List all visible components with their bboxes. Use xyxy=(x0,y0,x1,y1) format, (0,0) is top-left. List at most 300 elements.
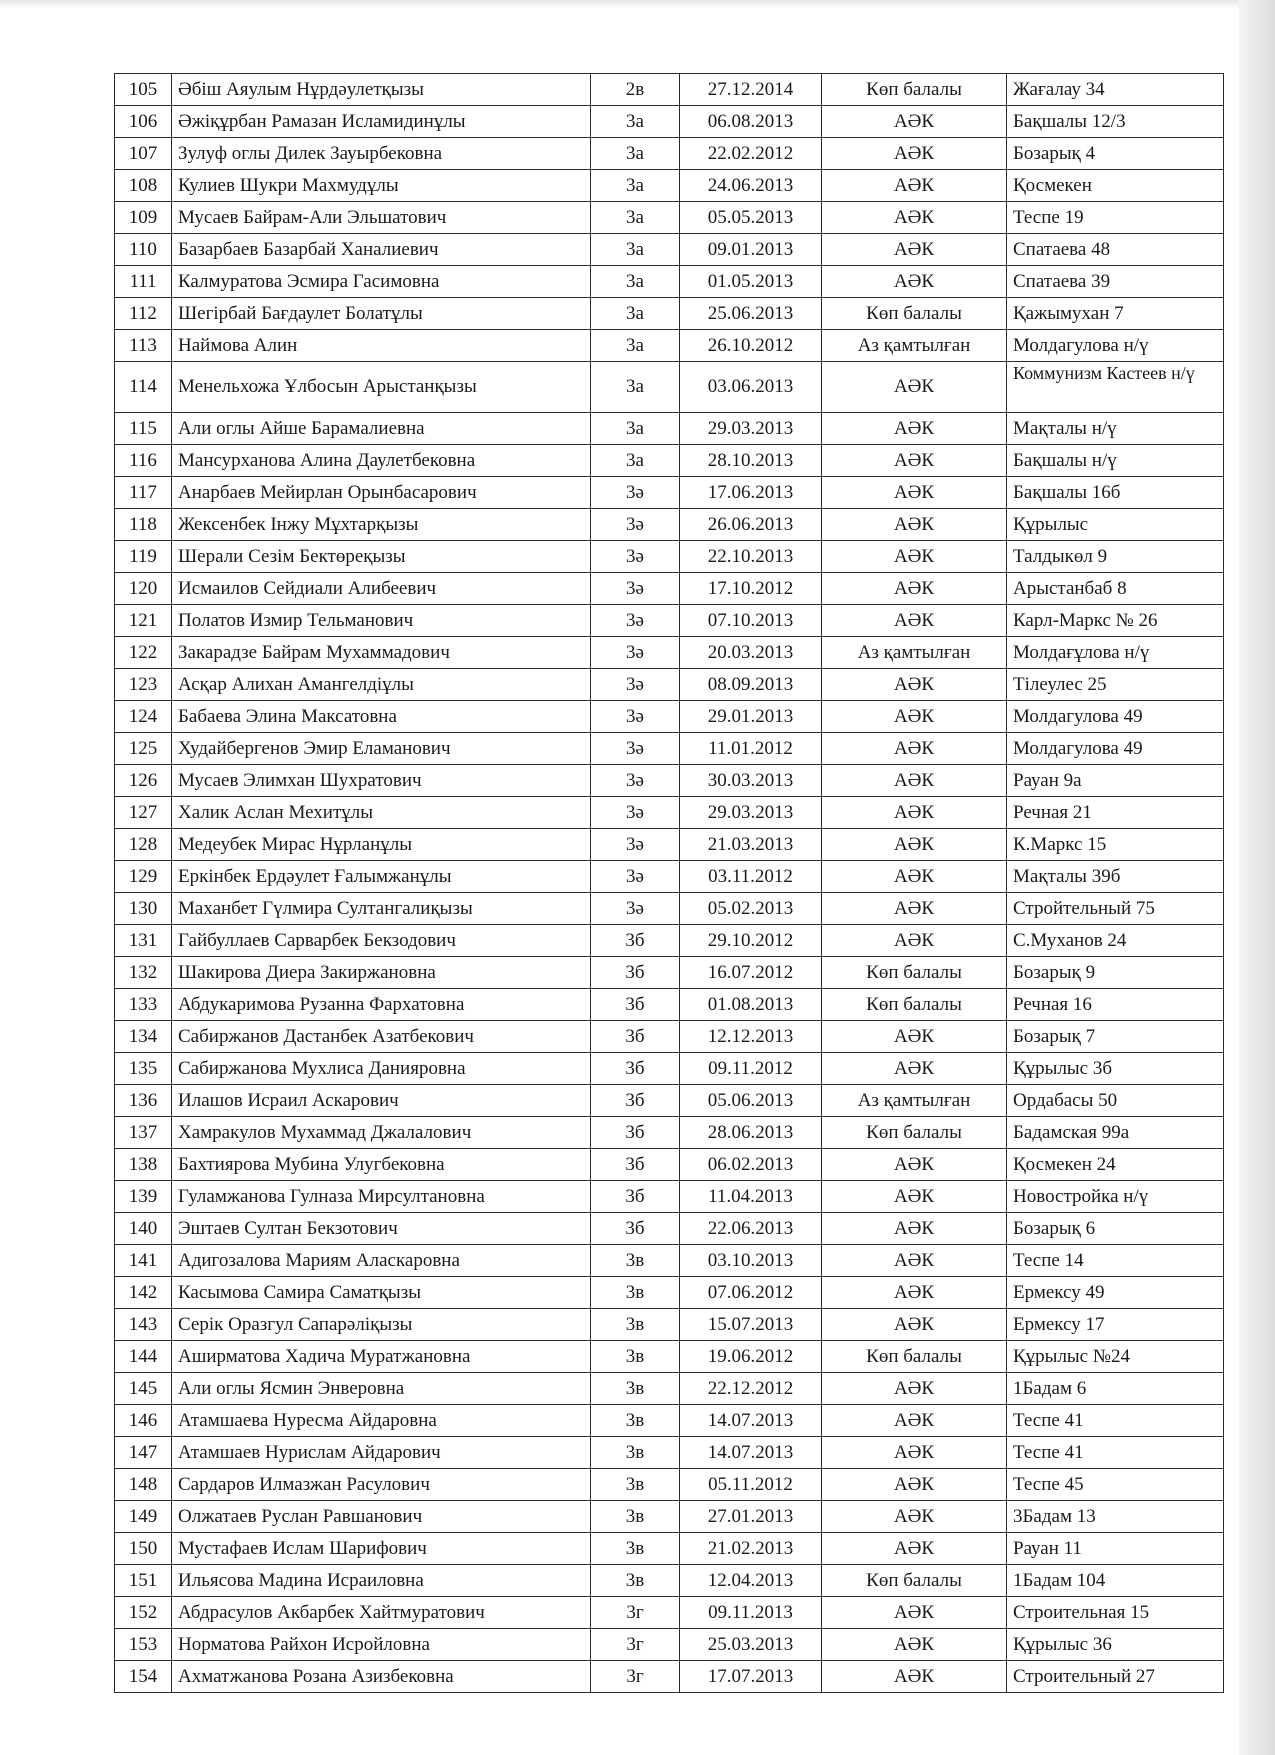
student-name: Адигозалова Мариям Аласкаровна xyxy=(172,1245,591,1277)
row-number: 120 xyxy=(115,573,172,605)
family-category: АӘК xyxy=(822,266,1007,298)
family-category: АӘК xyxy=(822,605,1007,637)
student-name: Бахтиярова Мубина Улугбековна xyxy=(172,1149,591,1181)
row-number: 117 xyxy=(115,477,172,509)
table-row xyxy=(115,445,1224,477)
class-grade: 3б xyxy=(591,1053,680,1085)
student-name: Серік Оразгул Сапарәліқызы xyxy=(172,1309,591,1341)
row-number: 148 xyxy=(115,1469,172,1501)
birth-date: 06.02.2013 xyxy=(680,1149,822,1181)
family-category: Көп балалы xyxy=(822,1117,1007,1149)
class-grade: 3ә xyxy=(591,733,680,765)
row-number: 125 xyxy=(115,733,172,765)
home-address: Қажымухан 7 xyxy=(1007,298,1224,330)
row-number: 112 xyxy=(115,298,172,330)
family-category: АӘК xyxy=(822,1597,1007,1629)
birth-date: 05.11.2012 xyxy=(680,1469,822,1501)
row-number: 137 xyxy=(115,1117,172,1149)
family-category: АӘК xyxy=(822,1309,1007,1341)
class-grade: 3ә xyxy=(591,605,680,637)
row-number: 149 xyxy=(115,1501,172,1533)
family-category: АӘК xyxy=(822,1629,1007,1661)
table-row xyxy=(115,669,1224,701)
table-row xyxy=(115,1117,1224,1149)
table-row xyxy=(115,541,1224,573)
home-address: Рауан 9а xyxy=(1007,765,1224,797)
row-number: 116 xyxy=(115,445,172,477)
table-row xyxy=(115,298,1224,330)
family-category: АӘК xyxy=(822,765,1007,797)
birth-date: 21.03.2013 xyxy=(680,829,822,861)
student-name: Мусаев Байрам-Али Эльшатович xyxy=(172,202,591,234)
row-number: 113 xyxy=(115,330,172,362)
student-name: Олжатаев Руслан Равшанович xyxy=(172,1501,591,1533)
row-number: 124 xyxy=(115,701,172,733)
table-row xyxy=(115,1021,1224,1053)
student-name: Менельхожа Ұлбосын Арыстанқызы xyxy=(172,362,591,413)
family-category: АӘК xyxy=(822,829,1007,861)
class-grade: 3в xyxy=(591,1341,680,1373)
table-row xyxy=(115,1469,1224,1501)
class-grade: 3а xyxy=(591,202,680,234)
home-address: Бозарық 4 xyxy=(1007,138,1224,170)
class-grade: 3в xyxy=(591,1309,680,1341)
table-row xyxy=(115,1053,1224,1085)
birth-date: 11.04.2013 xyxy=(680,1181,822,1213)
birth-date: 30.03.2013 xyxy=(680,765,822,797)
birth-date: 28.06.2013 xyxy=(680,1117,822,1149)
family-category: АӘК xyxy=(822,509,1007,541)
class-grade: 3а xyxy=(591,170,680,202)
home-address: Теспе 41 xyxy=(1007,1405,1224,1437)
table-row xyxy=(115,413,1224,445)
home-address: Речная 16 xyxy=(1007,989,1224,1021)
family-category: Көп балалы xyxy=(822,989,1007,1021)
student-name: Ахматжанова Розана Азизбековна xyxy=(172,1661,591,1693)
home-address: Молдагулова 49 xyxy=(1007,701,1224,733)
class-grade: 3ә xyxy=(591,797,680,829)
row-number: 105 xyxy=(115,74,172,106)
table-row xyxy=(115,1245,1224,1277)
table-row xyxy=(115,266,1224,298)
family-category: АӘК xyxy=(822,413,1007,445)
birth-date: 22.06.2013 xyxy=(680,1213,822,1245)
home-address: Құрылыс №24 xyxy=(1007,1341,1224,1373)
table-row xyxy=(115,1149,1224,1181)
family-category: АӘК xyxy=(822,1437,1007,1469)
home-address: Ермексу 17 xyxy=(1007,1309,1224,1341)
row-number: 154 xyxy=(115,1661,172,1693)
table-row xyxy=(115,893,1224,925)
table-row xyxy=(115,1661,1224,1693)
home-address: Рауан 11 xyxy=(1007,1533,1224,1565)
row-number: 146 xyxy=(115,1405,172,1437)
row-number: 118 xyxy=(115,509,172,541)
table-row xyxy=(115,989,1224,1021)
row-number: 126 xyxy=(115,765,172,797)
table-row xyxy=(115,861,1224,893)
class-grade: 3а xyxy=(591,106,680,138)
class-grade: 2в xyxy=(591,74,680,106)
family-category: Көп балалы xyxy=(822,298,1007,330)
class-grade: 3ә xyxy=(591,829,680,861)
family-category: АӘК xyxy=(822,1661,1007,1693)
family-category: АӘК xyxy=(822,234,1007,266)
table-row xyxy=(115,1341,1224,1373)
class-grade: 3а xyxy=(591,362,680,413)
family-category: Көп балалы xyxy=(822,1565,1007,1597)
birth-date: 07.06.2012 xyxy=(680,1277,822,1309)
birth-date: 25.03.2013 xyxy=(680,1629,822,1661)
student-name: Норматова Райхон Исройловна xyxy=(172,1629,591,1661)
home-address: Строительный 27 xyxy=(1007,1661,1224,1693)
row-number: 138 xyxy=(115,1149,172,1181)
class-grade: 3б xyxy=(591,1085,680,1117)
class-grade: 3в xyxy=(591,1565,680,1597)
birth-date: 03.10.2013 xyxy=(680,1245,822,1277)
student-name: Худайбергенов Эмир Еламанович xyxy=(172,733,591,765)
table-row xyxy=(115,1533,1224,1565)
student-name: Маханбет Гүлмира Султангалиқызы xyxy=(172,893,591,925)
row-number: 133 xyxy=(115,989,172,1021)
birth-date: 12.12.2013 xyxy=(680,1021,822,1053)
home-address: Құрылыс 3б xyxy=(1007,1053,1224,1085)
table-row xyxy=(115,1085,1224,1117)
class-grade: 3а xyxy=(591,413,680,445)
row-number: 135 xyxy=(115,1053,172,1085)
birth-date: 26.10.2012 xyxy=(680,330,822,362)
table-row xyxy=(115,1629,1224,1661)
home-address: Спатаева 39 xyxy=(1007,266,1224,298)
home-address: 3Бадам 13 xyxy=(1007,1501,1224,1533)
table-row xyxy=(115,733,1224,765)
row-number: 107 xyxy=(115,138,172,170)
student-name: Әбіш Аяулым Нұрдәулетқызы xyxy=(172,74,591,106)
family-category: АӘК xyxy=(822,477,1007,509)
birth-date: 09.01.2013 xyxy=(680,234,822,266)
family-category: Аз қамтылған xyxy=(822,330,1007,362)
family-category: АӘК xyxy=(822,362,1007,413)
home-address: Коммунизм Кастеев н/ү xyxy=(1007,362,1224,413)
class-grade: 3в xyxy=(591,1437,680,1469)
birth-date: 12.04.2013 xyxy=(680,1565,822,1597)
birth-date: 26.06.2013 xyxy=(680,509,822,541)
class-grade: 3ә xyxy=(591,893,680,925)
student-name: Наймова Алин xyxy=(172,330,591,362)
class-grade: 3в xyxy=(591,1373,680,1405)
student-name: Базарбаев Базарбай Ханалиевич xyxy=(172,234,591,266)
table-row xyxy=(115,1437,1224,1469)
row-number: 136 xyxy=(115,1085,172,1117)
family-category: АӘК xyxy=(822,797,1007,829)
family-category: АӘК xyxy=(822,1181,1007,1213)
birth-date: 22.10.2013 xyxy=(680,541,822,573)
student-name: Мансурханова Алина Даулетбековна xyxy=(172,445,591,477)
student-name: Абдрасулов Акбарбек Хайтмуратович xyxy=(172,1597,591,1629)
family-category: АӘК xyxy=(822,1213,1007,1245)
birth-date: 09.11.2013 xyxy=(680,1597,822,1629)
birth-date: 22.02.2012 xyxy=(680,138,822,170)
birth-date: 08.09.2013 xyxy=(680,669,822,701)
student-name: Зулуф оглы Дилек Зауырбековна xyxy=(172,138,591,170)
student-name: Эштаев Султан Бекзотович xyxy=(172,1213,591,1245)
birth-date: 29.03.2013 xyxy=(680,413,822,445)
table-row xyxy=(115,170,1224,202)
family-category: АӘК xyxy=(822,1245,1007,1277)
row-number: 144 xyxy=(115,1341,172,1373)
family-category: АӘК xyxy=(822,106,1007,138)
family-category: АӘК xyxy=(822,445,1007,477)
home-address: Тілеулес 25 xyxy=(1007,669,1224,701)
family-category: АӘК xyxy=(822,1405,1007,1437)
birth-date: 22.12.2012 xyxy=(680,1373,822,1405)
home-address: Теспе 14 xyxy=(1007,1245,1224,1277)
row-number: 130 xyxy=(115,893,172,925)
home-address: Карл-Маркс № 26 xyxy=(1007,605,1224,637)
class-grade: 3б xyxy=(591,1149,680,1181)
class-grade: 3а xyxy=(591,330,680,362)
home-address: К.Маркс 15 xyxy=(1007,829,1224,861)
row-number: 152 xyxy=(115,1597,172,1629)
birth-date: 09.11.2012 xyxy=(680,1053,822,1085)
class-grade: 3а xyxy=(591,445,680,477)
row-number: 106 xyxy=(115,106,172,138)
table-row xyxy=(115,637,1224,669)
family-category: АӘК xyxy=(822,925,1007,957)
row-number: 119 xyxy=(115,541,172,573)
home-address: Бақшалы н/ү xyxy=(1007,445,1224,477)
student-name: Гайбуллаев Сарварбек Бекзодович xyxy=(172,925,591,957)
class-grade: 3в xyxy=(591,1277,680,1309)
table-row xyxy=(115,605,1224,637)
row-number: 108 xyxy=(115,170,172,202)
family-category: АӘК xyxy=(822,1373,1007,1405)
birth-date: 03.06.2013 xyxy=(680,362,822,413)
row-number: 140 xyxy=(115,1213,172,1245)
student-name: Сардаров Илмазжан Расулович xyxy=(172,1469,591,1501)
student-name: Атамшаева Нуресма Айдаровна xyxy=(172,1405,591,1437)
family-category: Көп балалы xyxy=(822,74,1007,106)
row-number: 114 xyxy=(115,362,172,413)
student-roster-table xyxy=(114,73,1224,1693)
family-category: АӘК xyxy=(822,733,1007,765)
birth-date: 05.02.2013 xyxy=(680,893,822,925)
student-name: Анарбаев Мейирлан Орынбасарович xyxy=(172,477,591,509)
home-address: Теспе 19 xyxy=(1007,202,1224,234)
birth-date: 25.06.2013 xyxy=(680,298,822,330)
home-address: Бадамская 99а xyxy=(1007,1117,1224,1149)
student-name: Касымова Самира Саматқызы xyxy=(172,1277,591,1309)
birth-date: 01.05.2013 xyxy=(680,266,822,298)
home-address: Теспе 45 xyxy=(1007,1469,1224,1501)
home-address: Мақталы 39б xyxy=(1007,861,1224,893)
home-address: Мақталы н/ү xyxy=(1007,413,1224,445)
family-category: АӘК xyxy=(822,893,1007,925)
class-grade: 3ә xyxy=(591,541,680,573)
student-name: Али оглы Ясмин Энверовна xyxy=(172,1373,591,1405)
family-category: АӘК xyxy=(822,1021,1007,1053)
class-grade: 3а xyxy=(591,234,680,266)
table-row xyxy=(115,234,1224,266)
home-address: Спатаева 48 xyxy=(1007,234,1224,266)
home-address: Теспе 41 xyxy=(1007,1437,1224,1469)
family-category: АӘК xyxy=(822,861,1007,893)
row-number: 109 xyxy=(115,202,172,234)
student-name: Әжіқұрбан Рамазан Исламидинұлы xyxy=(172,106,591,138)
birth-date: 17.06.2013 xyxy=(680,477,822,509)
birth-date: 01.08.2013 xyxy=(680,989,822,1021)
table-row xyxy=(115,138,1224,170)
family-category: Көп балалы xyxy=(822,1341,1007,1373)
row-number: 153 xyxy=(115,1629,172,1661)
family-category: АӘК xyxy=(822,138,1007,170)
class-grade: 3б xyxy=(591,1021,680,1053)
class-grade: 3ә xyxy=(591,701,680,733)
table-row xyxy=(115,330,1224,362)
class-grade: 3ә xyxy=(591,509,680,541)
class-grade: 3в xyxy=(591,1501,680,1533)
class-grade: 3г xyxy=(591,1629,680,1661)
birth-date: 21.02.2013 xyxy=(680,1533,822,1565)
table-row xyxy=(115,1181,1224,1213)
class-grade: 3г xyxy=(591,1597,680,1629)
birth-date: 20.03.2013 xyxy=(680,637,822,669)
class-grade: 3б xyxy=(591,925,680,957)
family-category: АӘК xyxy=(822,1053,1007,1085)
home-address: Молдагулова н/ү xyxy=(1007,330,1224,362)
table-row xyxy=(115,957,1224,989)
student-name: Исмаилов Сейдиали Алибеевич xyxy=(172,573,591,605)
class-grade: 3а xyxy=(591,266,680,298)
class-grade: 3ә xyxy=(591,861,680,893)
home-address: Новостройка н/ү xyxy=(1007,1181,1224,1213)
student-name: Абдукаримова Рузанна Фархатовна xyxy=(172,989,591,1021)
table-row xyxy=(115,202,1224,234)
row-number: 132 xyxy=(115,957,172,989)
home-address: Қосмекен 24 xyxy=(1007,1149,1224,1181)
class-grade: 3б xyxy=(591,1213,680,1245)
home-address: Қосмекен xyxy=(1007,170,1224,202)
table-row xyxy=(115,1213,1224,1245)
home-address: Құрылыс 36 xyxy=(1007,1629,1224,1661)
family-category: АӘК xyxy=(822,573,1007,605)
student-name: Мустафаев Ислам Шарифович xyxy=(172,1533,591,1565)
birth-date: 19.06.2012 xyxy=(680,1341,822,1373)
student-name: Калмуратова Эсмира Гасимовна xyxy=(172,266,591,298)
student-name: Еркінбек Ердәулет Ғалымжанұлы xyxy=(172,861,591,893)
row-number: 151 xyxy=(115,1565,172,1597)
birth-date: 29.01.2013 xyxy=(680,701,822,733)
class-grade: 3ә xyxy=(591,637,680,669)
home-address: Бозарық 9 xyxy=(1007,957,1224,989)
home-address: Ордабасы 50 xyxy=(1007,1085,1224,1117)
home-address: Стройтельный 75 xyxy=(1007,893,1224,925)
class-grade: 3в xyxy=(591,1469,680,1501)
table-row xyxy=(115,701,1224,733)
student-name: Шакирова Диера Закиржановна xyxy=(172,957,591,989)
birth-date: 24.06.2013 xyxy=(680,170,822,202)
row-number: 131 xyxy=(115,925,172,957)
student-name: Закарадзе Байрам Мухаммадович xyxy=(172,637,591,669)
home-address: Бақшалы 12/3 xyxy=(1007,106,1224,138)
class-grade: 3ә xyxy=(591,765,680,797)
student-name: Медеубек Мирас Нұрланұлы xyxy=(172,829,591,861)
table-row xyxy=(115,1405,1224,1437)
student-name: Асқар Алихан Амангелдіұлы xyxy=(172,669,591,701)
birth-date: 29.03.2013 xyxy=(680,797,822,829)
student-name: Шерали Сезім Бектөреқызы xyxy=(172,541,591,573)
home-address: Талдыкөл 9 xyxy=(1007,541,1224,573)
birth-date: 07.10.2013 xyxy=(680,605,822,637)
table-row xyxy=(115,362,1224,413)
row-number: 128 xyxy=(115,829,172,861)
table-row xyxy=(115,1597,1224,1629)
family-category: АӘК xyxy=(822,1149,1007,1181)
class-grade: 3в xyxy=(591,1245,680,1277)
table-row xyxy=(115,829,1224,861)
home-address: Строительная 15 xyxy=(1007,1597,1224,1629)
home-address: С.Муханов 24 xyxy=(1007,925,1224,957)
class-grade: 3а xyxy=(591,298,680,330)
family-category: АӘК xyxy=(822,170,1007,202)
table-row xyxy=(115,573,1224,605)
home-address: Ермексу 49 xyxy=(1007,1277,1224,1309)
row-number: 139 xyxy=(115,1181,172,1213)
table-row xyxy=(115,925,1224,957)
table-row xyxy=(115,765,1224,797)
class-grade: 3б xyxy=(591,1181,680,1213)
home-address: Молдагулова 49 xyxy=(1007,733,1224,765)
student-name: Али оглы Айше Барамалиевна xyxy=(172,413,591,445)
student-name: Бабаева Элина Максатовна xyxy=(172,701,591,733)
table-row xyxy=(115,1309,1224,1341)
row-number: 142 xyxy=(115,1277,172,1309)
student-name: Кулиев Шукри Махмудұлы xyxy=(172,170,591,202)
home-address: Бақшалы 16б xyxy=(1007,477,1224,509)
birth-date: 15.07.2013 xyxy=(680,1309,822,1341)
birth-date: 14.07.2013 xyxy=(680,1437,822,1469)
student-name: Мусаев Элимхан Шухратович xyxy=(172,765,591,797)
row-number: 115 xyxy=(115,413,172,445)
class-grade: 3в xyxy=(591,1405,680,1437)
birth-date: 29.10.2012 xyxy=(680,925,822,957)
row-number: 129 xyxy=(115,861,172,893)
table-row xyxy=(115,797,1224,829)
student-name: Атамшаев Нурислам Айдарович xyxy=(172,1437,591,1469)
class-grade: 3ә xyxy=(591,477,680,509)
home-address: Арыстанбаб 8 xyxy=(1007,573,1224,605)
table-row xyxy=(115,1373,1224,1405)
row-number: 110 xyxy=(115,234,172,266)
student-name: Халик Аслан Мехитұлы xyxy=(172,797,591,829)
birth-date: 05.06.2013 xyxy=(680,1085,822,1117)
student-name: Полатов Измир Тельманович xyxy=(172,605,591,637)
home-address: Құрылыс xyxy=(1007,509,1224,541)
student-name: Хамракулов Мухаммад Джалалович xyxy=(172,1117,591,1149)
table-row xyxy=(115,1501,1224,1533)
birth-date: 17.07.2013 xyxy=(680,1661,822,1693)
class-grade: 3б xyxy=(591,957,680,989)
row-number: 134 xyxy=(115,1021,172,1053)
row-number: 147 xyxy=(115,1437,172,1469)
home-address: Речная 21 xyxy=(1007,797,1224,829)
class-grade: 3ә xyxy=(591,573,680,605)
family-category: АӘК xyxy=(822,1469,1007,1501)
row-number: 121 xyxy=(115,605,172,637)
birth-date: 17.10.2012 xyxy=(680,573,822,605)
row-number: 143 xyxy=(115,1309,172,1341)
table-row xyxy=(115,1565,1224,1597)
